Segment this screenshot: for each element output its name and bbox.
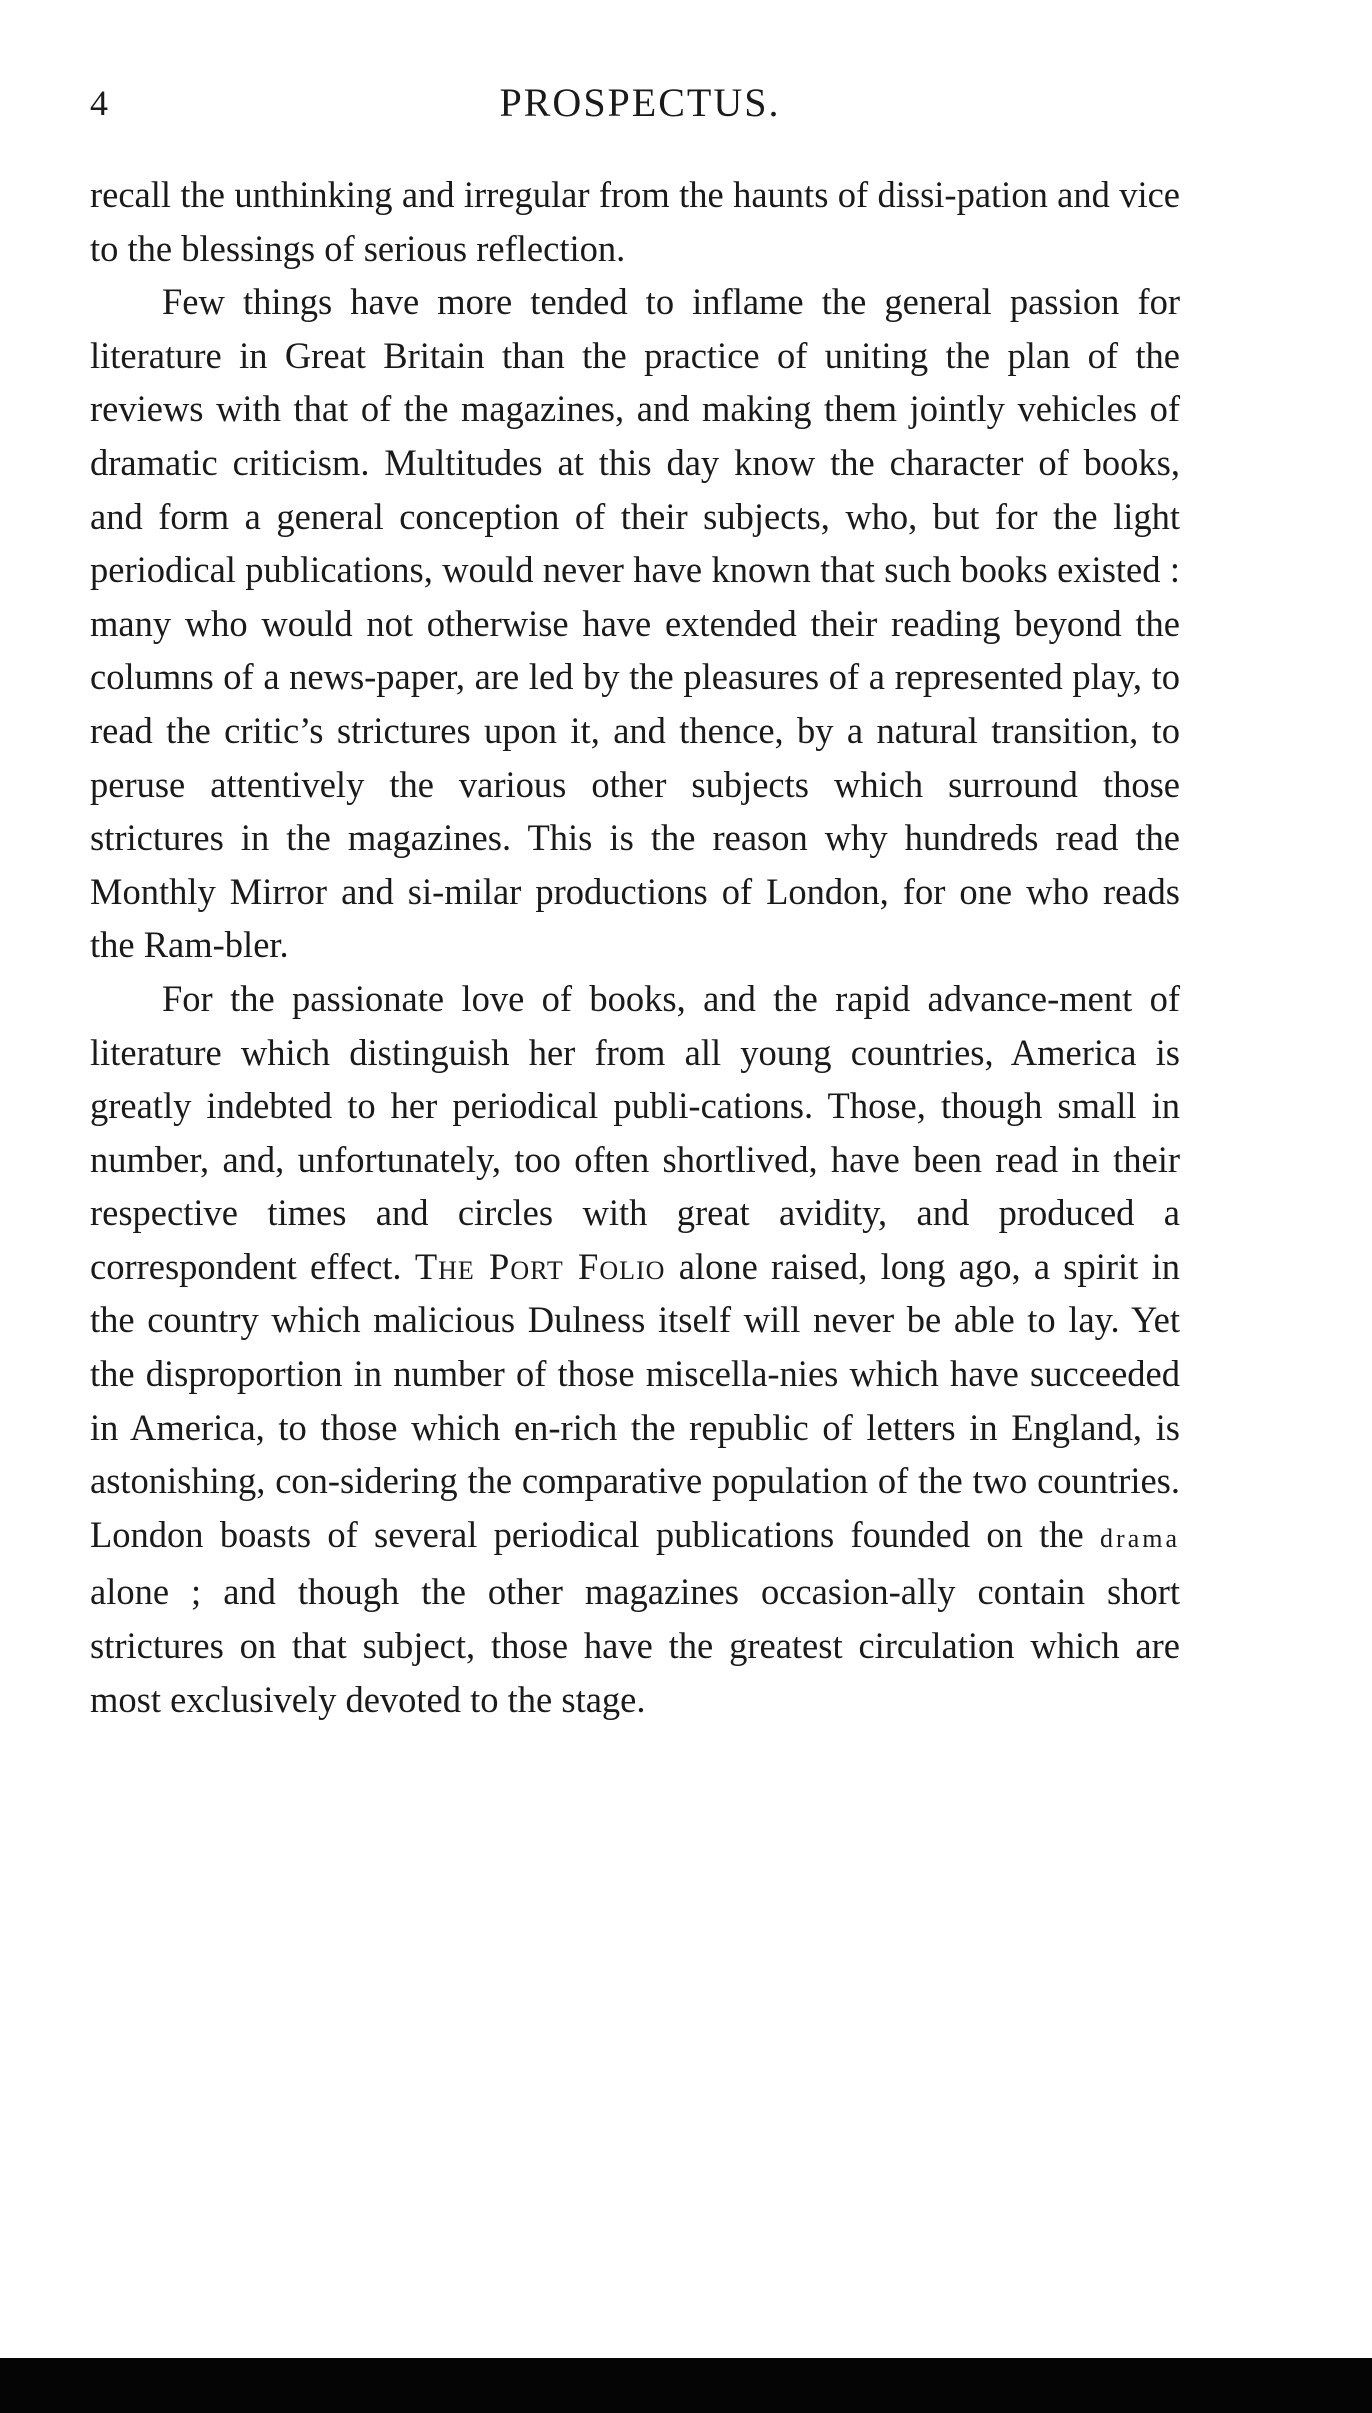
scan-bottom-edge — [0, 2358, 1372, 2413]
paragraph-1: recall the unthinking and irregular from the haunts of dissi-pation and vice to the blessings of serious reflection. — [90, 174, 1180, 269]
paragraph-2: Few things have more tended to inflame the general passion for literature in Great Britain than the practice of uniting the plan of the reviews with that of the magazines, and making them jointly vehicles of dramatic criticism. Multitudes at this day know the character of books, and form a general conception of their subjects, who, but for the light periodical publications, would never have known that such books existed : many who would not otherwise have extended their reading beyond the columns of a news-paper, are led by the pleasures of a represented play, to read the critic’s strictures upon it, and thence, by a natural transition, to peruse attentively the various other subjects which surround those strictures in the magazines. This is the reason why hundreds read the Monthly Mirror and si-milar productions of London, for one who reads the Ram-bler. — [90, 281, 1180, 966]
paragraph-3-text-b: alone raised, long ago, a spirit in the country which malicious Dulness itself will never be able to lay. Yet the disproportion in number of those miscella-nies which have succeeded in America, to those which en-rich the republic of letters in England, is astonishing, con-sidering the comparative population of the two countries. London boasts of several periodical publications founded on the — [90, 1245, 1181, 1555]
periodical-title-port-folio: The Port Folio — [414, 1245, 666, 1287]
paragraph-3 — [90, 972, 1180, 1726]
body-text — [90, 168, 1180, 1726]
page-title: PROSPECTUS. — [499, 80, 781, 125]
paragraph-3-text-c: alone ; and though the other magazines occasion-ally contain short strictures on that subject, those have the greatest circulation which are most exclusively devoted to the stage. — [90, 1571, 1180, 1720]
running-head — [90, 78, 1190, 138]
page-number: 4 — [90, 83, 108, 123]
paragraph-3-text-a: For the passionate love of books, and the rapid advance-ment of literature which distinguish her from all young countries, America is greatly indebted to her periodical publi-cations. Those, though small in number, and, unfortunately, too often shortlived, have been read in their respective times and circles with great avidity, and produced a correspondent effect. — [90, 977, 1180, 1287]
drama-smallcaps: drama — [1100, 1523, 1180, 1553]
